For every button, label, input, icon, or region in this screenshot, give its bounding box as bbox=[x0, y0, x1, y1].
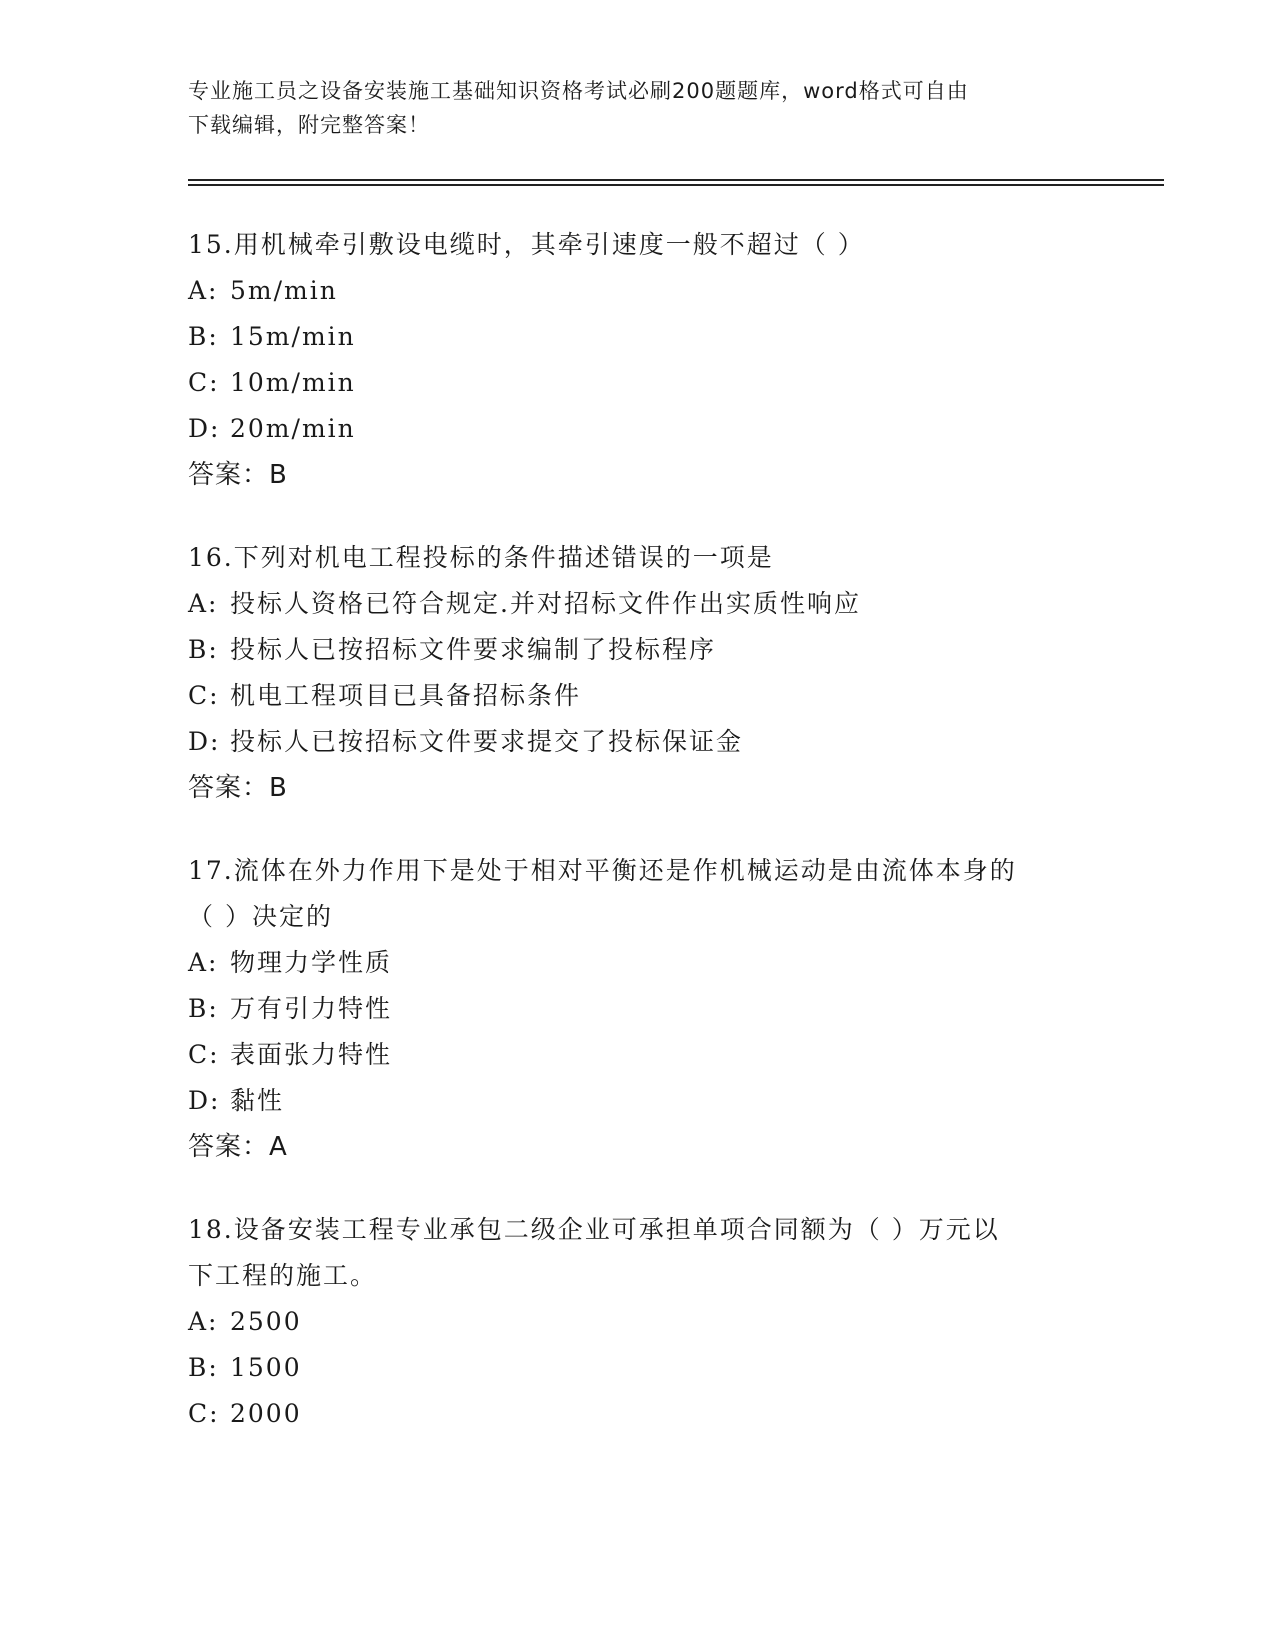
question-stem: 18.设备安装工程专业承包二级企业可承担单项合同额为（ ）万元以 bbox=[188, 1215, 1000, 1244]
option-text: 2000 bbox=[230, 1399, 302, 1428]
question-stem: 17.流体在外力作用下是处于相对平衡还是作机械运动是由流体本身的 bbox=[188, 856, 1017, 885]
question-18 bbox=[188, 1207, 1088, 1437]
option-letter: B: bbox=[188, 1353, 219, 1382]
option-letter: C: bbox=[188, 1040, 220, 1069]
option-b bbox=[188, 627, 1088, 673]
option-letter: D: bbox=[188, 727, 221, 756]
option-a bbox=[188, 940, 1088, 986]
option-text: 物理力学性质 bbox=[230, 948, 393, 977]
option-d bbox=[188, 719, 1088, 765]
question-stem: 15.用机械牵引敷设电缆时，其牵引速度一般不超过（ ） bbox=[188, 230, 865, 259]
option-text: 5m/min bbox=[230, 276, 338, 305]
option-letter: A: bbox=[188, 948, 219, 977]
option-letter: D: bbox=[188, 414, 221, 443]
option-c bbox=[188, 1391, 1088, 1437]
header-rule-bottom bbox=[188, 184, 1164, 186]
option-b bbox=[188, 1345, 1088, 1391]
option-letter: A: bbox=[188, 1307, 219, 1336]
option-text: 投标人已按招标文件要求编制了投标程序 bbox=[230, 635, 717, 664]
answer: 答案：B bbox=[188, 460, 288, 490]
option-c bbox=[188, 360, 1088, 406]
option-text: 机电工程项目已具备招标条件 bbox=[230, 681, 582, 710]
option-b bbox=[188, 986, 1088, 1032]
option-d bbox=[188, 406, 1088, 452]
option-letter: B: bbox=[188, 994, 219, 1023]
option-c bbox=[188, 673, 1088, 719]
option-letter: C: bbox=[188, 681, 220, 710]
option-letter: A: bbox=[188, 589, 219, 618]
option-text: 2500 bbox=[230, 1307, 302, 1336]
header-rule-top bbox=[188, 179, 1164, 181]
option-text: 10m/min bbox=[230, 368, 356, 397]
option-a bbox=[188, 1299, 1088, 1345]
option-letter: C: bbox=[188, 1399, 220, 1428]
option-text: 表面张力特性 bbox=[230, 1040, 393, 1069]
option-text: 投标人已按招标文件要求提交了投标保证金 bbox=[230, 727, 744, 756]
option-text: 投标人资格已符合规定.并对招标文件作出实质性响应 bbox=[230, 589, 861, 618]
option-c bbox=[188, 1032, 1088, 1078]
question-stem: 16.下列对机电工程投标的条件描述错误的一项是 bbox=[188, 543, 774, 572]
answer: 答案：A bbox=[188, 1132, 288, 1162]
option-text: 1500 bbox=[230, 1353, 302, 1382]
option-letter: D: bbox=[188, 1086, 221, 1115]
option-text: 万有引力特性 bbox=[230, 994, 393, 1023]
option-letter: B: bbox=[188, 322, 219, 351]
question-stem-cont: 下工程的施工。 bbox=[188, 1261, 378, 1290]
question-stem-cont: （ ）决定的 bbox=[188, 902, 333, 931]
option-text: 20m/min bbox=[230, 414, 356, 443]
document-header bbox=[188, 74, 1088, 142]
option-text: 15m/min bbox=[230, 322, 356, 351]
option-text: 黏性 bbox=[230, 1086, 285, 1115]
question-16 bbox=[188, 535, 1088, 811]
option-letter: C: bbox=[188, 368, 220, 397]
header-line-2: 下载编辑，附完整答案！ bbox=[188, 113, 430, 137]
header-line-1: 专业施工员之设备安装施工基础知识资格考试必刷200题题库，word格式可自由 bbox=[188, 79, 969, 103]
option-d bbox=[188, 1078, 1088, 1124]
option-a bbox=[188, 268, 1088, 314]
option-letter: B: bbox=[188, 635, 219, 664]
option-b bbox=[188, 314, 1088, 360]
question-15 bbox=[188, 222, 1088, 498]
option-letter: A: bbox=[188, 276, 219, 305]
option-a bbox=[188, 581, 1088, 627]
question-17 bbox=[188, 848, 1088, 1170]
answer: 答案：B bbox=[188, 773, 288, 803]
